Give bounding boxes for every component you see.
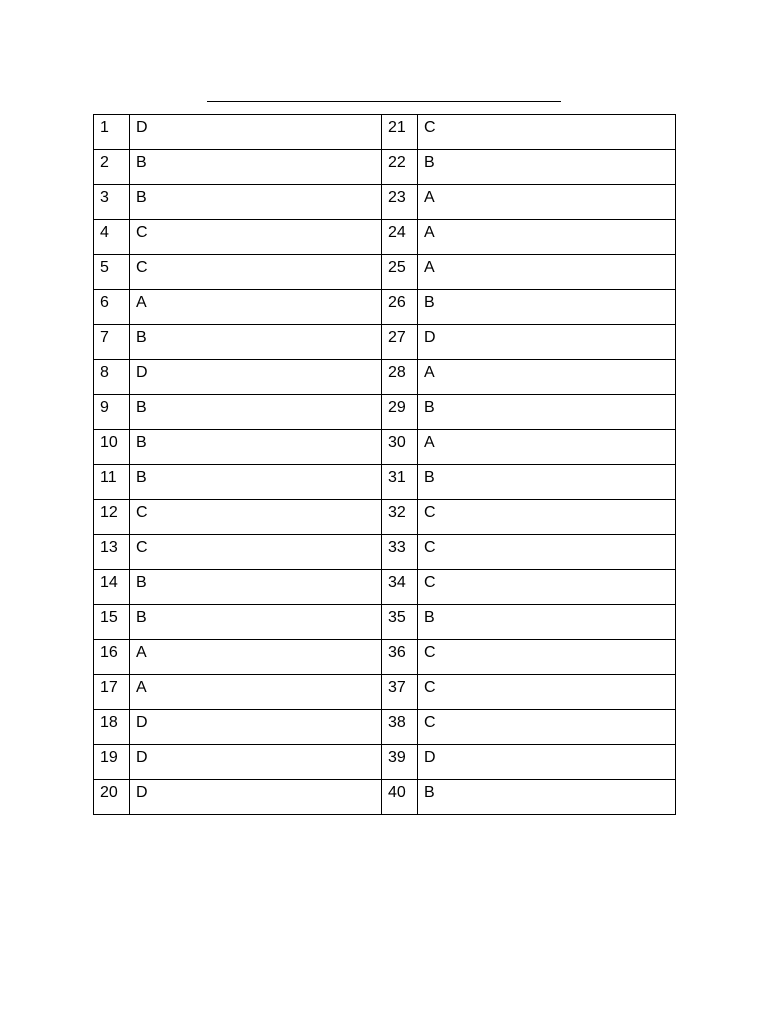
question-number: 3: [94, 185, 130, 220]
answer-letter: C: [418, 710, 676, 745]
question-number: 21: [382, 115, 418, 150]
answer-letter: C: [418, 500, 676, 535]
question-number: 34: [382, 570, 418, 605]
answer-rows: [94, 115, 676, 815]
answer-letter: C: [130, 255, 382, 290]
question-number: 26: [382, 290, 418, 325]
answer-key-table: [93, 114, 676, 815]
question-number: 12: [94, 500, 130, 535]
title-underline: [207, 101, 561, 102]
answer-letter: B: [130, 150, 382, 185]
question-number: 24: [382, 220, 418, 255]
question-number: 20: [94, 780, 130, 815]
answer-letter: B: [130, 325, 382, 360]
question-number: 17: [94, 675, 130, 710]
question-number: 37: [382, 675, 418, 710]
answer-letter: B: [418, 465, 676, 500]
table-row: [94, 150, 676, 185]
answer-letter: A: [418, 220, 676, 255]
question-number: 5: [94, 255, 130, 290]
question-number: 2: [94, 150, 130, 185]
question-number: 22: [382, 150, 418, 185]
question-number: 31: [382, 465, 418, 500]
table-row: [94, 290, 676, 325]
answer-letter: C: [130, 500, 382, 535]
answer-letter: A: [130, 640, 382, 675]
question-number: 32: [382, 500, 418, 535]
answer-letter: D: [130, 710, 382, 745]
table-row: [94, 395, 676, 430]
answer-letter: D: [130, 115, 382, 150]
question-number: 25: [382, 255, 418, 290]
answer-letter: B: [418, 395, 676, 430]
table-row: [94, 430, 676, 465]
answer-letter: B: [418, 605, 676, 640]
question-number: 40: [382, 780, 418, 815]
question-number: 16: [94, 640, 130, 675]
table-row: [94, 640, 676, 675]
table-row: [94, 535, 676, 570]
answer-letter: C: [130, 220, 382, 255]
question-number: 35: [382, 605, 418, 640]
question-number: 19: [94, 745, 130, 780]
answer-letter: B: [130, 395, 382, 430]
table-row: [94, 675, 676, 710]
table-row: [94, 500, 676, 535]
question-number: 38: [382, 710, 418, 745]
question-number: 7: [94, 325, 130, 360]
answer-letter: D: [130, 780, 382, 815]
answer-letter: A: [418, 430, 676, 465]
table-row: [94, 605, 676, 640]
answer-letter: C: [418, 535, 676, 570]
answer-letter: B: [130, 185, 382, 220]
table-row: [94, 780, 676, 815]
question-number: 14: [94, 570, 130, 605]
answer-letter: C: [418, 640, 676, 675]
answer-letter: B: [130, 570, 382, 605]
question-number: 27: [382, 325, 418, 360]
answer-letter: A: [418, 185, 676, 220]
question-number: 11: [94, 465, 130, 500]
answer-letter: A: [130, 290, 382, 325]
table-row: [94, 220, 676, 255]
table-row: [94, 360, 676, 395]
question-number: 33: [382, 535, 418, 570]
answer-letter: A: [418, 255, 676, 290]
answer-letter: B: [130, 465, 382, 500]
question-number: 6: [94, 290, 130, 325]
question-number: 15: [94, 605, 130, 640]
table-row: [94, 325, 676, 360]
answer-letter: C: [418, 570, 676, 605]
table-row: [94, 570, 676, 605]
question-number: 9: [94, 395, 130, 430]
question-number: 30: [382, 430, 418, 465]
table-row: [94, 115, 676, 150]
answer-letter: A: [418, 360, 676, 395]
answer-letter: B: [418, 780, 676, 815]
answer-letter: B: [130, 430, 382, 465]
question-number: 36: [382, 640, 418, 675]
answer-letter: B: [130, 605, 382, 640]
table-row: [94, 255, 676, 290]
answer-letter: D: [418, 325, 676, 360]
answer-letter: C: [418, 115, 676, 150]
table-row: [94, 185, 676, 220]
table-row: [94, 710, 676, 745]
table-row: [94, 465, 676, 500]
table-row: [94, 745, 676, 780]
answer-letter: D: [130, 745, 382, 780]
answer-letter: D: [130, 360, 382, 395]
answer-letter: D: [418, 745, 676, 780]
question-number: 39: [382, 745, 418, 780]
question-number: 18: [94, 710, 130, 745]
answer-letter: A: [130, 675, 382, 710]
question-number: 28: [382, 360, 418, 395]
answer-letter: B: [418, 290, 676, 325]
question-number: 23: [382, 185, 418, 220]
question-number: 29: [382, 395, 418, 430]
question-number: 4: [94, 220, 130, 255]
question-number: 1: [94, 115, 130, 150]
answer-letter: C: [130, 535, 382, 570]
answer-letter: C: [418, 675, 676, 710]
answer-letter: B: [418, 150, 676, 185]
question-number: 13: [94, 535, 130, 570]
question-number: 10: [94, 430, 130, 465]
question-number: 8: [94, 360, 130, 395]
